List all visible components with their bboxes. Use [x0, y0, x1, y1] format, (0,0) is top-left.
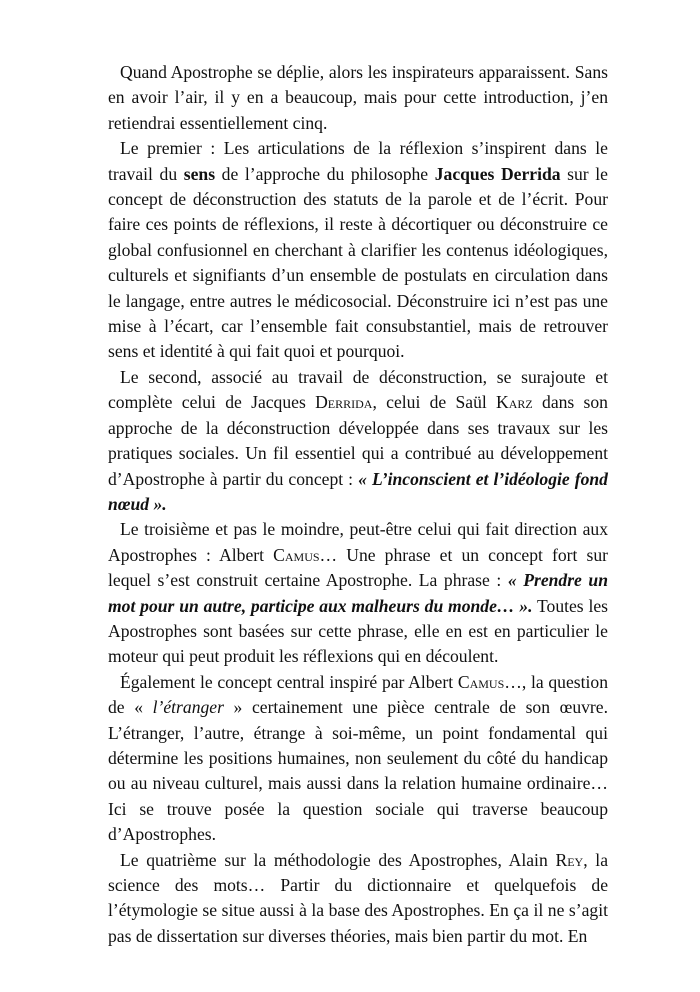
text-run: sur le concept de déconstruction des statuts de la parole et de l’écrit. Pour faire ces points de réflexions, il reste à décortiquer ou déconstruire ce global confusionnel en cherchant à clarifier les contenus idéologiques, culturels et signifiants d’un ensemble de postulats en circulation dans le langage, entre autres le médicosocial. Déconstruire ici n’est pas une mise à l’écart, car l’ensemble fait consubstantiel, mais de retrouver sens et identité à qui fait quoi et pourquoi.: [108, 163, 608, 362]
bold-term: sens: [183, 163, 216, 184]
smallcaps-name: Derrida: [315, 392, 373, 413]
text-run: Toutes les Apostrophes sont basées sur cette phrase, elle en est en particulier le moteur qui peut produit les réflexions qui en découlent.: [108, 595, 609, 667]
paragraph: [108, 670, 608, 848]
italic-term: l’étranger: [152, 697, 224, 718]
paragraph: [108, 60, 608, 136]
text-run: Le quatrième sur la méthodologie des Apostrophes, Alain: [120, 849, 556, 870]
smallcaps-name: Camus: [457, 671, 505, 692]
text-run: Le premier : Les articulations de la réflexion s’inspirent dans le travail du: [108, 138, 608, 184]
page-body: [108, 60, 608, 949]
text-run: Le troisième et pas le moindre, peut-être celui qui fait direction aux Apostrophes : Albert: [108, 519, 608, 565]
bold-italic-quote: « Prendre un mot pour un autre, participe aux malheurs du monde… ».: [108, 570, 608, 616]
text-run: …, la question de «: [108, 671, 608, 718]
text-run: … Une phrase et un concept fort sur lequel s’est construit certaine Apostrophe. La phrase :: [108, 544, 609, 591]
text-run: dans son approche de la déconstruction développée dans ses travaux sur les pratiques sociales. Un fil essentiel qui a contribué au développement d’Apostrophe à partir du concept :: [108, 392, 608, 489]
text-run: de l’approche du philosophe: [215, 163, 435, 184]
paragraph: [108, 136, 608, 365]
text-run: Le second, associé au travail de déconstruction, se surajoute et complète celui de Jacques: [108, 366, 608, 413]
text-run: , la science des mots… Partir du dictionnaire et quelquefois de l’étymologie se situe aussi à la base des Apostrophes. En ça il ne s’agit pas de dissertation sur diverses théories, mais bien partir du mot. En: [108, 849, 609, 946]
bold-italic-quote: « L’inconscient et l’idéologie fond nœud ».: [108, 468, 608, 514]
smallcaps-name: Karz: [496, 392, 533, 413]
smallcaps-name: Rey: [555, 849, 584, 870]
bold-name: Jacques Derrida: [434, 163, 561, 184]
paragraph: [108, 848, 608, 950]
paragraph: [108, 365, 608, 517]
paragraph: [108, 517, 608, 669]
text-run: , celui de Saül: [372, 392, 497, 413]
smallcaps-name: Camus: [273, 544, 320, 565]
text-run: » certainement une pièce centrale de son œuvre. L’étranger, l’autre, étrange à soi-même, un point fondamental qui détermine les positions humaines, non seulement du côté du handicap ou au niveau culturel, mais aussi dans la relation humaine ordinaire… Ici se trouve posée la question sociale qui traverse beaucoup d’Apostrophes.: [108, 697, 608, 845]
text-run: Également le concept central inspiré par Albert: [120, 671, 458, 692]
text-run: Quand Apostrophe se déplie, alors les inspirateurs apparaissent. Sans en avoir l’air, il y en a beaucoup, mais pour cette introduction, j’en retiendrai essentiellement cinq.: [108, 62, 608, 133]
